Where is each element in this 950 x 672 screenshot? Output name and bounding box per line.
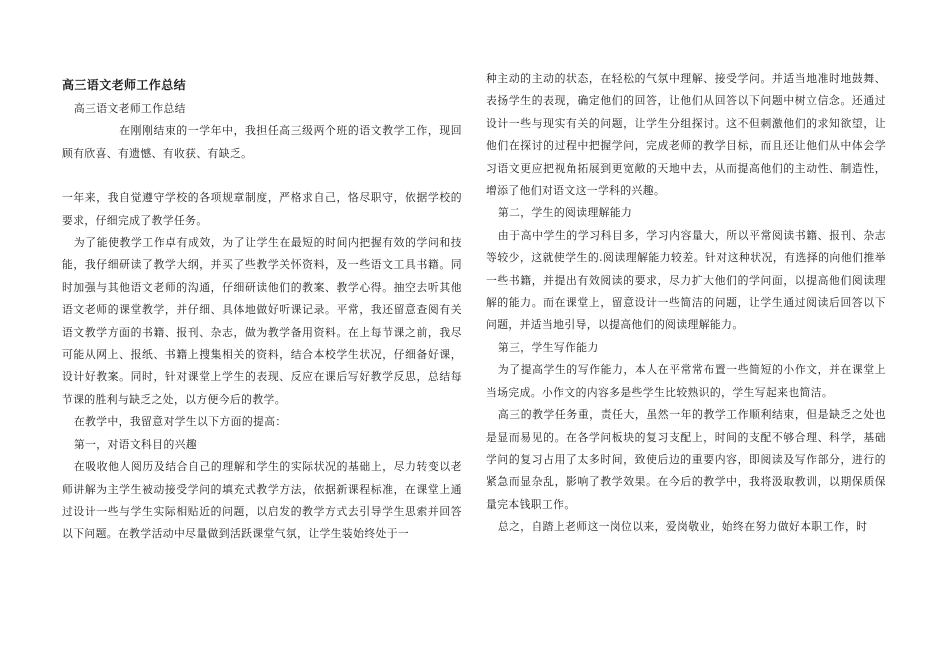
paragraph: 种主动的主动的状态，在轻松的气氛中理解、接受学问。并适当地准时地鼓舞、表扬学生的表现，确定他们的回答，让他们从回答以下问题中树立信念。还通过设计一些与现实有关的问题，让学生分组探讨。这不但刺激他们的求知欲望，让他们在探讨的过程中把握学问，完成老师的教学目标，而且还让他们从中体会学习语文更应把视角拓展到更宽敞的天地中去，从而提高他们的主动性、制造性，增添了他们对语文这一学科的兴趣。 bbox=[486, 72, 886, 198]
paragraph: 为了能使教学工作卓有成效，为了让学生在最短的时间内把握有效的学问和技能，我仔细研读了教学大纲，并买了些教学关怀资料，及一些语文工具书籍。同时加强与其他语文老师的沟通，仔细研读他们的教案、教学心得。抽空去听其他语文老师的课堂教学，并仔细、具体地做好听课记录。平常，我还留意查阅有关语文教学方面的书籍、报刊、杂志，做为教学备用资料。在上每节课之前，我尽可能从网上、报纸、书籍上搜集相关的资料，结合本校学生状况，仔细备好课，设计好教案。同时，针对课堂上学生的表现、反应在课后写好教学反思，总结每节课的胜利与缺乏之处，以方便今后的教学。 bbox=[62, 236, 462, 406]
paragraph: 为了提高学生的写作能力，本人在平常常布置一些简短的小作文，并在课堂上当场完成。小作文的内容多是些学生比较熟识的，学生写起来也简洁。 bbox=[486, 363, 886, 399]
paragraph-gap bbox=[62, 165, 462, 187]
paragraph: 在吸收他人阅历及结合自己的理解和学生的实际状况的基础上，尽力转变以老师讲解为主学生被动接受学问的填充式教学方法，依据新课程标准，在课堂上通过设计一些与学生实际相贴近的问题，以启发的教学方式去引导学生思索并回答以下问题。在教学活动中尽量做到活跃课堂气氛，让学生装始终处于一 bbox=[62, 460, 462, 541]
paragraph: 一年来，我自觉遵守学校的各项规章制度，严格求自己，恪尽职守，依据学校的要求，仔细完成了教学任务。 bbox=[62, 191, 462, 227]
right-paragraphs bbox=[486, 68, 886, 539]
left-paragraphs bbox=[62, 98, 462, 546]
document-title: 高三语文老师工作总结 bbox=[62, 78, 187, 92]
paragraph: 高三语文老师工作总结 bbox=[73, 102, 186, 115]
paragraph: 在教学中，我留意对学生以下方面的提高： bbox=[73, 415, 287, 429]
right-column bbox=[486, 68, 886, 539]
paragraph: 由于高中学生的学习科目多，学习内容量大，所以平常阅读书籍、报刊、杂志等较少，这就使学生的.阅读理解能力较差。针对这种状况，有选择的向他们推举一些书籍，并提出有效阅读的要求，尽力扩大他们的学问面，以提高他们阅读理解的能力。而在课堂上，留意设计一些简洁的问题，让学生通过阅读后回答以下问题，并适当地引导，以提高他们的阅读理解能力。 bbox=[486, 228, 886, 332]
paragraph: 高三的教学任务重，责任大，虽然一年的教学工作顺利结束，但是缺乏之处也是显而易见的。在各学问板块的复习支配上，时间的支配不够合理、科学，基础学问的复习占用了太多时间，致使后边的重要内容，即阅读及写作部分，进行的紧急而显杂乱，影响了教学效果。在今后的教学中，我将汲取教训，以期保质保量完本钱职工作。 bbox=[486, 408, 886, 511]
paragraph: 第一，对语文科目的兴趣 bbox=[73, 437, 198, 451]
paragraph: 第三，学生写作能力 bbox=[497, 340, 599, 354]
paragraph: 总之，自踏上老师这一岗位以来，爱岗敬业，始终在努力做好本职工作，时 bbox=[497, 520, 868, 534]
paragraph: 第二，学生的阅读理解能力 bbox=[497, 206, 633, 220]
left-column bbox=[62, 64, 462, 546]
paragraph: 在刚刚结束的一学年中，我担任高三级两个班的语文教学工作，现回顾有欣喜、有遗憾、有收获、有缺乏。 bbox=[62, 124, 462, 160]
